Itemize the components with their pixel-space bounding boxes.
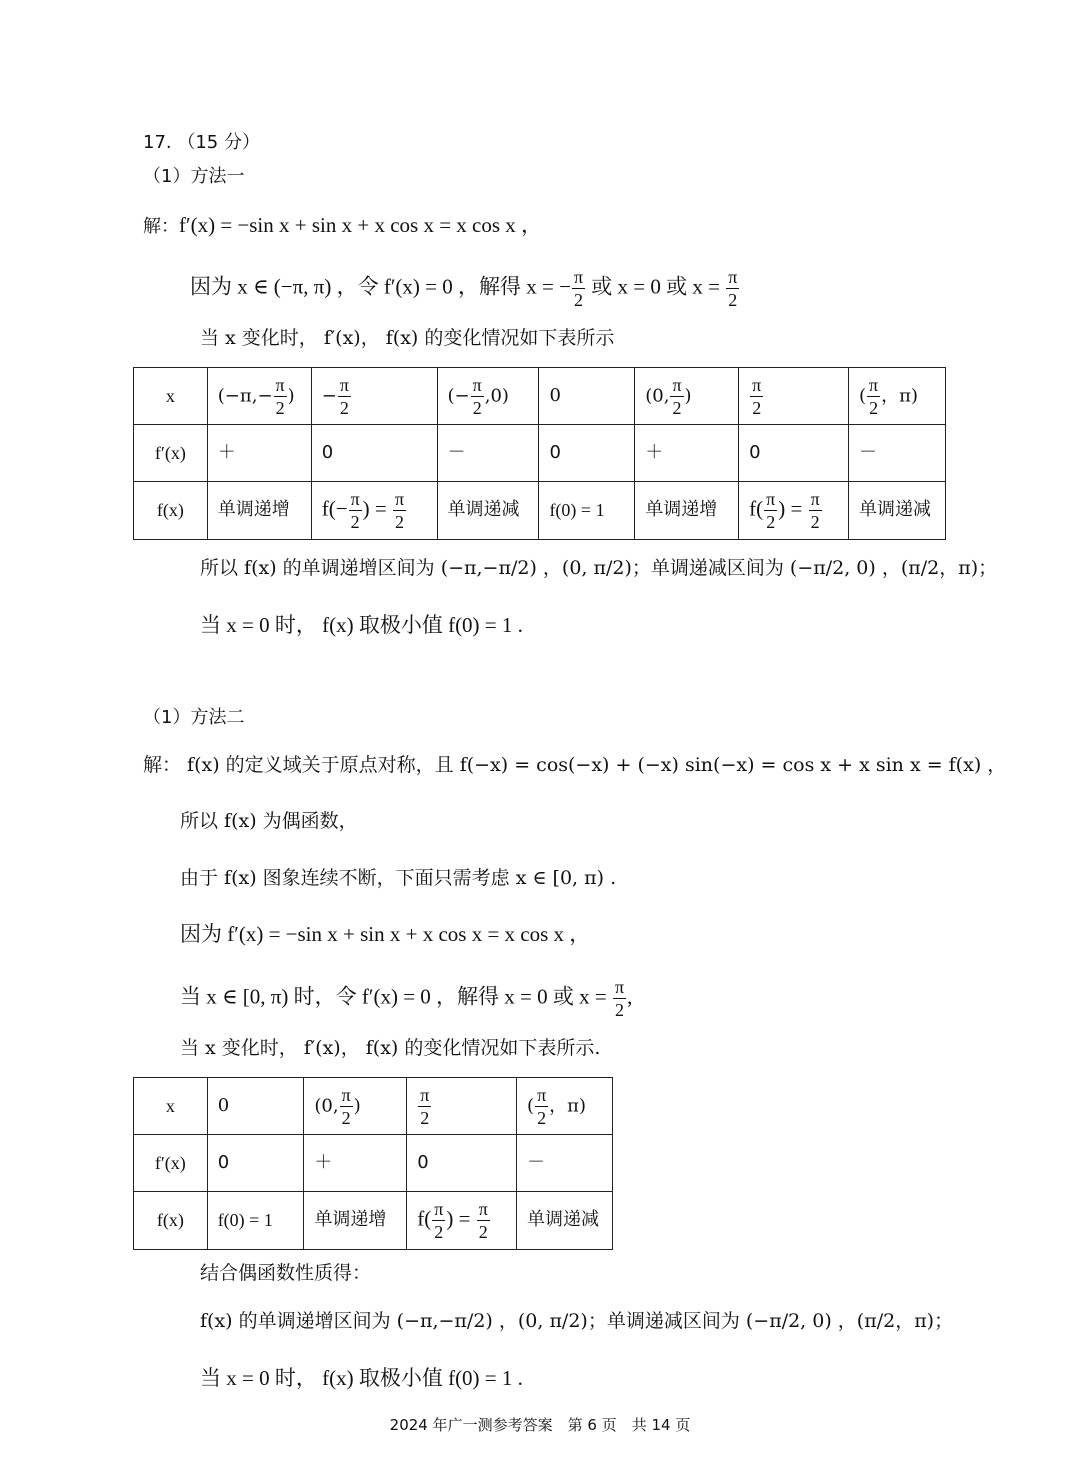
trend-cell: 单调递减 [848, 482, 945, 540]
table-row-x [134, 368, 946, 425]
solve-prefix: 解： [143, 216, 179, 237]
cell-point: 0 [207, 1078, 304, 1135]
cell-point: 0 [539, 368, 635, 425]
method2-title: （1）方法二 [143, 707, 245, 728]
problem-header: 17. （15 分） [143, 132, 260, 153]
trend-cell: 单调递减 [517, 1192, 613, 1250]
table-row-function [134, 482, 946, 540]
since-prefix: 因为 x ∈ (−π, π) ，令 f′(x) = 0 ，解得 x = − [190, 274, 571, 299]
sign-cell: 0 [739, 425, 849, 482]
value-cell: f( $\frac{\pi}{2}$ ) = $\frac{\pi}{2}$ [407, 1192, 517, 1250]
sign-cell: 0 [539, 425, 635, 482]
value-cell: f(0) = 1 [207, 1192, 304, 1250]
cell-point: $\frac{\pi}{2}$ [739, 368, 849, 425]
method1-conclusion-intervals: 所以 f(x) 的单调递增区间为 (−π,−π/2) ，(0, π/2)；单调递减区间为 (−π/2, 0) ，(π/2，π)； [200, 557, 998, 579]
cell-interval: ( $\frac{\pi}{2}$ ，π) [848, 368, 945, 425]
sign-cell: 0 [407, 1135, 517, 1192]
method2-continuous-line: 由于 f(x) 图象连续不断，下面只需考虑 x ∈ [0, π) . [180, 867, 617, 889]
method2-even-line: 所以 f(x) 为偶函数， [180, 810, 358, 832]
cell-interval: (0, $\frac{\pi}{2}$ ) [635, 368, 739, 425]
sign-cell: 0 [207, 1135, 304, 1192]
row-label-derivative: f′(x) [134, 425, 208, 482]
method1-derivative-line [143, 212, 542, 240]
value-cell: f(0) = 1 [539, 482, 635, 540]
method2-conclusion-intervals: f(x) 的单调递增区间为 (−π,−π/2) ，(0, π/2)；单调递减区间为 (−π/2, 0) ，(π/2，π)； [200, 1310, 954, 1332]
method2-combine-line: 结合偶函数性质得： [200, 1262, 372, 1284]
method2-variation-table [133, 1077, 613, 1250]
since-or: 或 x = 0 或 x = [586, 274, 726, 299]
sign-cell: － [848, 425, 945, 482]
sign-cell: ＋ [635, 425, 739, 482]
table-row-derivative [134, 425, 946, 482]
value-cell: f(− $\frac{\pi}{2}$ ) = $\frac{\pi}{2}$ [311, 482, 437, 540]
fraction-pi-over-2: $\frac{\pi}{2}$ [615, 977, 625, 1020]
method2-table-intro: 当 x 变化时， f′(x)， f(x) 的变化情况如下表所示. [180, 1037, 601, 1059]
zero-prefix: 当 x ∈ [0, π) 时，令 f′(x) = 0 ，解得 x = 0 或 x = [180, 984, 612, 1009]
row-label-derivative: f′(x) [134, 1135, 208, 1192]
method2-conclusion-min: 当 x = 0 时， f(x) 取极小值 f(0) = 1 . [200, 1366, 523, 1390]
row-label-function: f(x) [134, 1192, 208, 1250]
method2-critical-points: 当 x ∈ [0, π) 时，令 f′(x) = 0 ，解得 x = 0 或 x = $\frac{\pi}{2}$ , [180, 977, 633, 1020]
method1-table-intro: 当 x 变化时， f′(x)， f(x) 的变化情况如下表所示 [200, 327, 615, 349]
row-label-x: x [134, 1078, 208, 1135]
table-row-function [134, 1192, 613, 1250]
cell-interval: (− $\frac{\pi}{2}$ ,0) [437, 368, 539, 425]
trend-cell: 单调递增 [635, 482, 739, 540]
method1-title: （1）方法一 [143, 166, 245, 187]
sign-cell: ＋ [207, 425, 311, 482]
trend-cell: 单调递增 [207, 482, 311, 540]
fraction-pi-over-2: $\frac{\pi}{2}$ [573, 267, 584, 310]
method2-solve-line: 解： f(x) 的定义域关于原点对称，且 f(−x) = cos(−x) + (−x) sin(−x) = cos x + x sin x = f(x) ， [143, 754, 1007, 776]
cell-interval: (0, $\frac{\pi}{2}$ ) [304, 1078, 407, 1135]
cell-interval: ( $\frac{\pi}{2}$ ，π) [517, 1078, 613, 1135]
page-footer: 2024 年广一测参考答案 第 6 页 共 14 页 [389, 1416, 691, 1434]
sign-cell: 0 [311, 425, 437, 482]
value-cell: f( $\frac{\pi}{2}$ ) = $\frac{\pi}{2}$ [739, 482, 849, 540]
sign-cell: － [517, 1135, 613, 1192]
method1-critical-points [190, 268, 740, 309]
sign-cell: － [437, 425, 539, 482]
row-label-function: f(x) [134, 482, 208, 540]
method1-variation-table [133, 367, 946, 540]
table-row-derivative [134, 1135, 613, 1192]
cell-point: $\frac{\pi}{2}$ [407, 1078, 517, 1135]
trend-cell: 单调递减 [437, 482, 539, 540]
trend-cell: 单调递增 [304, 1192, 407, 1250]
derivative-formula: f′(x) = −sin x + sin x + x cos x = x cos x ， [179, 213, 543, 237]
sign-cell: ＋ [304, 1135, 407, 1192]
table-row-x [134, 1078, 613, 1135]
method1-conclusion-min: 当 x = 0 时， f(x) 取极小值 f(0) = 1 . [200, 613, 523, 637]
method2-derivative-line: 因为 f′(x) = −sin x + sin x + x cos x = x cos x ， [180, 922, 591, 946]
cell-interval: (−π,− $\frac{\pi}{2}$ ) [207, 368, 311, 425]
row-label-x: x [134, 368, 208, 425]
cell-point: − $\frac{\pi}{2}$ [311, 368, 437, 425]
fraction-pi-over-2: $\frac{\pi}{2}$ [728, 267, 738, 310]
